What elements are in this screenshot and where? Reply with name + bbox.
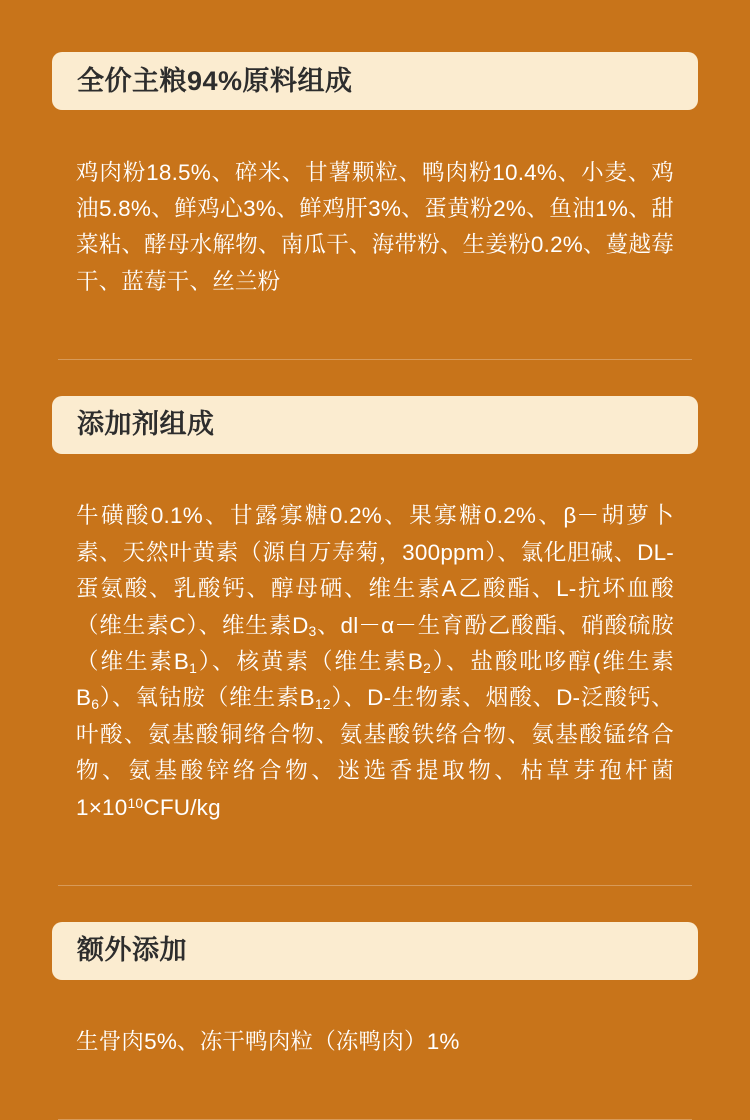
additives-part-0: 牛磺酸0.1%、甘露寡糖0.2%、果寡糖0.2%、β－胡萝卜素、天然叶黄素（源自万寿菊，300ppm）、氯化胆碱、DL-蛋氨酸、乳酸钙、醇母硒、维生素A乙酸酯、L-抗坏血酸（维生素C）、维生素D [76,503,674,638]
section-title-extra-additions: 额外添加 [77,935,187,966]
top-spacer [52,0,698,52]
gap-3 [52,849,698,885]
section-header-additives [52,396,698,454]
additives-sup-exponent: 10 [127,794,144,811]
additives-sub-b1: 1 [189,659,198,676]
section-extra-additions [52,922,698,1061]
additives-part-12: CFU/kg [143,794,221,820]
extra-additions-text: 生骨肉5%、冻干鸭肉粒（冻鸭肉）1% [76,1029,460,1055]
section-header-extra-additions [52,922,698,980]
gap-5 [52,1083,698,1119]
additives-text [76,498,681,826]
section-header-main-ingredients [52,52,698,110]
section-main-ingredients [52,52,698,300]
additives-sub-b12: 12 [314,696,331,713]
main-ingredients-text: 鸡肉粉18.5%、碎米、甘薯颗粒、鸭肉粉10.4%、小麦、鸡油5.8%、鲜鸡心3%、鲜鸡肝3%、蛋黄粉2%、鱼油1%、甜菜粘、酵母水解物、南瓜干、海带粉、生姜粉0.2%、蔓越莓干、蓝莓干、丝兰粉 [76,159,674,294]
additives-part-10: ）、D-生物素、烟酸、D-泛酸钙、叶酸、氨基酸铜络合物、氨基酸铁络合物、氨基酸锰络合物、氨基酸锌络合物、迷选香提取物、枯草芽孢杆菌 1×10 [76,685,681,820]
section-additives [52,396,698,826]
section-body-main-ingredients [52,110,698,300]
additives-sub-d3: 3 [308,623,317,640]
additives-part-2: 、dl－α－生育酚乙酸酯、硝酸硫胺（维生素B [76,612,674,674]
additives-part-4: ）、核黄素（维生素B [197,649,424,674]
gap-4 [52,886,698,922]
section-body-additives [52,454,698,826]
additives-part-6: ）、盐酸吡哆醇(维生素B [76,649,674,711]
section-title-additives: 添加剂组成 [77,409,215,440]
gap-1 [52,323,698,359]
additives-sub-b2: 2 [423,659,432,676]
additives-part-8: ）、氧钴胺（维生素B [99,685,315,711]
section-body-extra-additions [52,980,698,1061]
section-title-main-ingredients: 全价主粮94%原料组成 [77,65,353,96]
gap-2 [52,360,698,396]
additives-sub-b6: 6 [91,696,100,713]
